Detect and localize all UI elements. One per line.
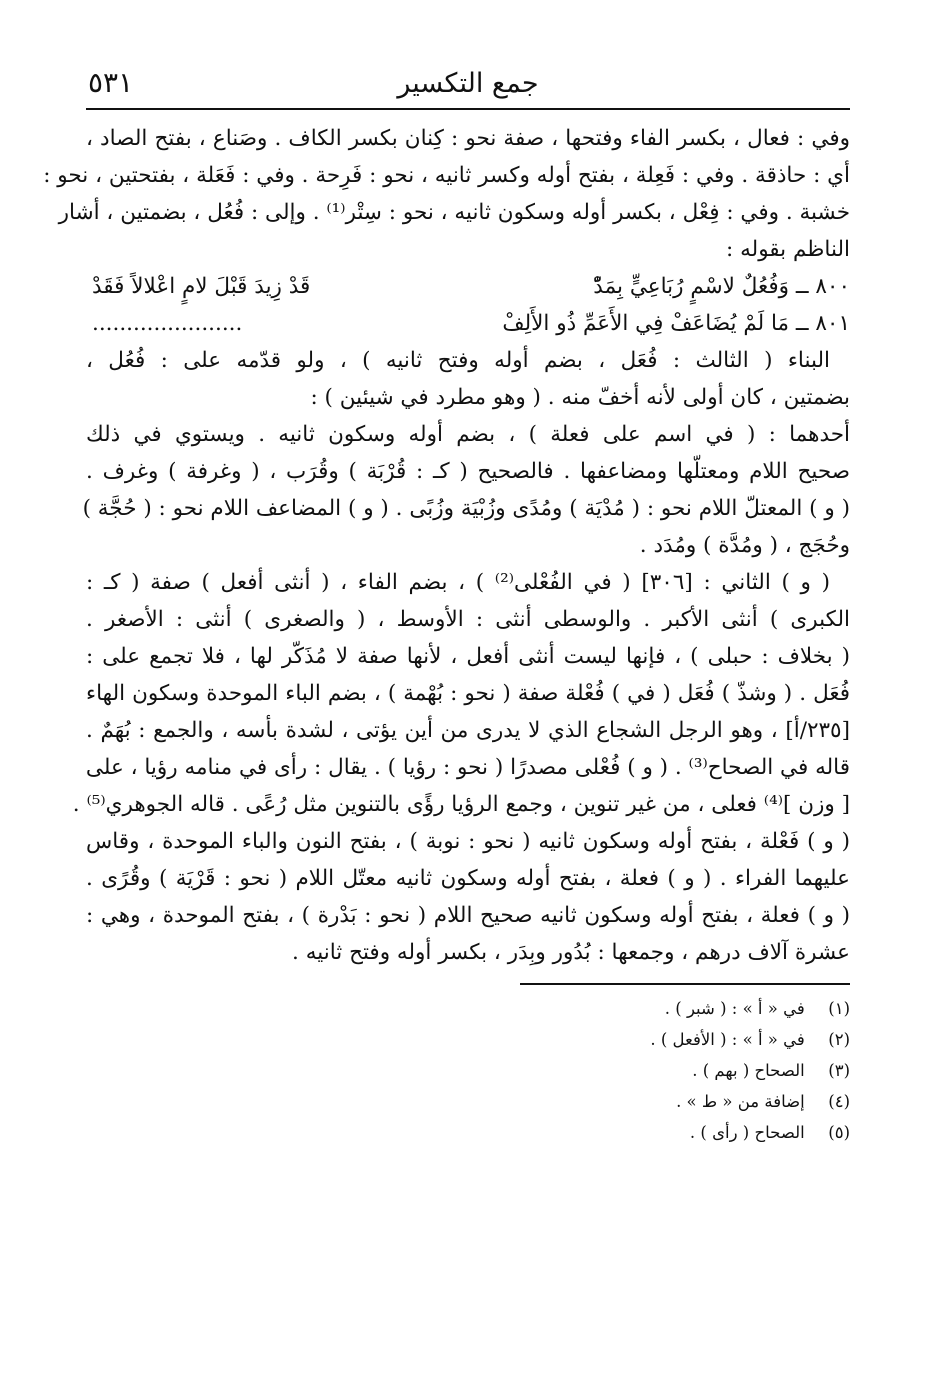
verse-first-hemistich: ٨٠٠ ــ وَفُعُلٌ لاسْمٍ رُبَاعِيٍّ بِمَدّْ	[593, 274, 850, 299]
text-line: ( بخلاف : حبلى ) ، فإنها ليست أنثى أفعل ، لأنها صفة لا مُذَكّر لها ، فلا تجمع على :	[86, 644, 850, 669]
text-line: قاله في الصحاح⁽³⁾ . ( و ) فُعْلى مصدرًا ( نحو : رؤيا ) . يقال : رأى في منامه رؤيا ، على	[85, 755, 850, 780]
text-line: وحُجَج ، ( ومُدَّة ) ومُدَد .	[639, 533, 850, 558]
text-line: ( و ) الثاني : [٣٠٦] ( في الفُعْلى⁽²⁾ ) ، بضم الفاء ، ( أنثى أفعل ) صفة ( كـ :	[86, 570, 830, 595]
footnote-text: الصحاح ( رأى ) .	[689, 1123, 805, 1142]
footnote-text: الصحاح ( بهم ) .	[692, 1061, 805, 1080]
text-line: بضمتين ، كان أولى لأنه أخفّ منه . ( وهو مطرد في شيئين ) :	[310, 385, 850, 410]
text-line: أي : حاذقة . وفي : فَعِلة ، بفتح أوله وكسر ثانيه ، نحو : فَرِحة . وفي : فَعَلة ، بفتحتين ، نحو :	[43, 163, 850, 188]
main-text	[43, 120, 850, 971]
footnote-number: (٢)	[828, 1030, 850, 1049]
page-number: ٥٣١	[88, 66, 134, 99]
footnotes	[86, 993, 850, 1148]
footnote	[86, 1055, 850, 1086]
verse-second-hemistich: ......................	[92, 311, 243, 336]
text-line: [٢٣٥/أ] ، وهو الرجل الشجاع الذي لا يدرى من أين يؤتى ، لشدة بأسه ، والجمع : بُهَمٌ .	[86, 718, 850, 743]
verse-second-hemistich: قَدْ زِيدَ قَبْلَ لامٍ اعْلالاً فَقَدْ	[92, 274, 311, 299]
text-line: خشبة . وفي : فِعْل ، بكسر أوله وسكون ثانيه ، نحو : سِتْر⁽¹⁾ . وإلى : فُعُل ، بضمتين ، أشار	[58, 200, 850, 225]
footnote	[86, 1024, 850, 1055]
text-line: وفي : فعال ، بكسر الفاء وفتحها ، صفة نحو : كِنان بكسر الكاف . وصَناع ، بفتح الصاد ،	[86, 126, 850, 151]
footnote	[86, 1117, 850, 1148]
verse-801	[86, 305, 850, 342]
text-line: ( و ) فعلة ، بفتح أوله وسكون ثانيه صحيح اللام ( نحو : بَدْرة ) ، بفتح الموحدة ، وهي :	[86, 903, 850, 928]
footnote-number: (٣)	[828, 1061, 850, 1080]
text-line: صحيح اللام ومعتلّها ومضاعفها . فالصحيح ( كـ : قُرْبَة ) وقُرَب ، ( وغرفة ) وغرف .	[86, 459, 850, 484]
text-line: ( و ) المعتلّ اللام نحو : ( مُدْيَة ) ومُدًى وزُبْيَة وزُبًى . ( و ) المضاعف اللام نحو : ( حُجَّة )	[82, 496, 850, 521]
text-line: الناظم بقوله :	[726, 237, 850, 262]
footnote-text: في « أ » : ( شبر ) .	[664, 999, 805, 1018]
footnote	[86, 1086, 850, 1117]
page-header	[86, 58, 850, 110]
footnote-number: (٤)	[828, 1092, 850, 1111]
text-line: فُعَل . ( وشذّ ) فُعَل ( في ) فُعْلة صفة ( نحو : بُهْمة ) ، بضم الباء الموحدة وسكون الهاء	[86, 681, 850, 706]
text-line: الكبرى ) أنثى الأكبر . والوسطى أنثى : الأوسط ، ( والصغرى ) أنثى : الأصغر .	[86, 607, 850, 632]
text-line: عليهما الفراء . ( و ) فعلة ، بفتح أوله وسكون ثانيه معتّل اللام ( نحو : قَرْيَة ) وقُرًى .	[86, 866, 850, 891]
text-line: أحدهما : ( في اسم على فعلة ) ، بضم أوله وسكون ثانيه . ويستوي في ذلك	[86, 422, 850, 447]
footnote	[86, 993, 850, 1024]
footnote-divider	[520, 983, 850, 985]
text-line: عشرة آلاف درهم ، وجمعها : بُدُور وبِدَر ، بكسر أوله وفتح ثانيه .	[292, 940, 850, 965]
footnote-number: (١)	[828, 999, 850, 1018]
verse-800	[86, 268, 850, 305]
footnote-text: إضافة من « ط » .	[676, 1092, 805, 1111]
footnote-number: (٥)	[828, 1123, 850, 1142]
footnote-text: في « أ » : ( الأفعل ) .	[650, 1030, 805, 1049]
verse-first-hemistich: ٨٠١ ــ مَا لَمْ يُضَاعَفْ فِي الأَعَمِّ ذُو الأَلِفْ	[502, 311, 850, 336]
text-line: البناء ( الثالث : فُعَل ، بضم أوله وفتح ثانيه ) ، ولو قدّمه على : فُعُل ،	[86, 348, 830, 373]
running-title: جمع التكسير	[397, 68, 539, 99]
text-line: ( و ) فَعْلة ، بفتح أوله وسكون ثانيه ( نحو : نوبة ) ، بفتح النون والباء الموحدة ، وقاس	[86, 829, 850, 854]
text-line: [ وزن ]⁽⁴⁾ فعلى ، من غير تنوين ، وجمع الرؤيا رؤًى بالتنوين مثل رُعًى . قاله الجوهري⁽⁵⁾ .	[72, 792, 850, 817]
